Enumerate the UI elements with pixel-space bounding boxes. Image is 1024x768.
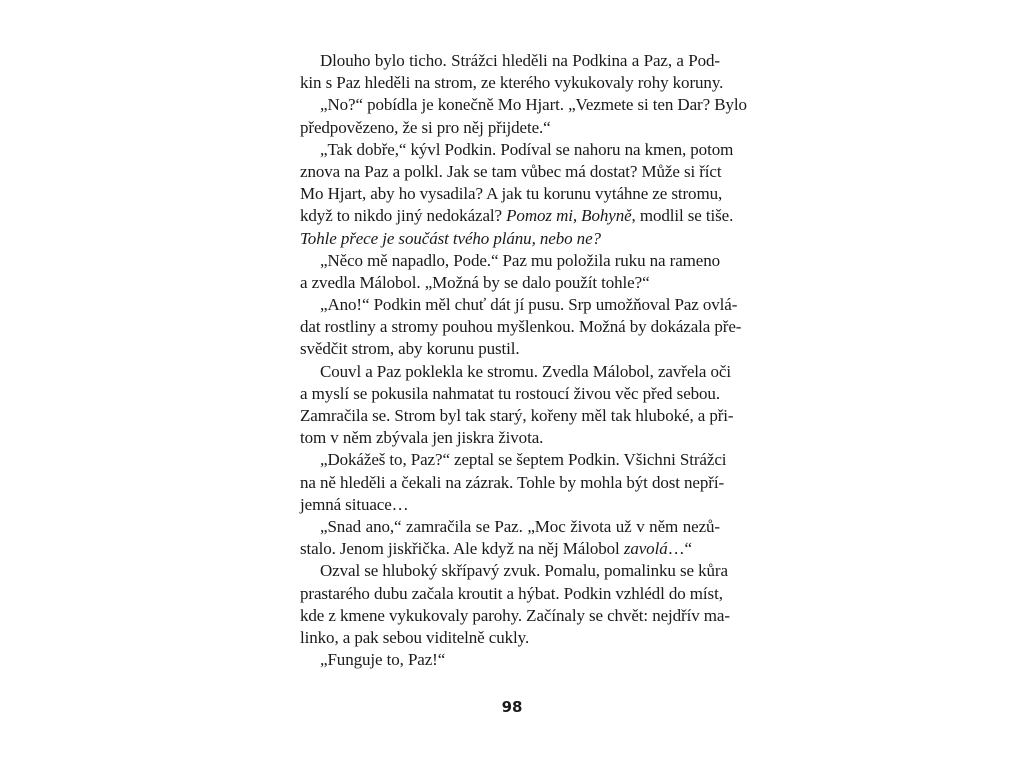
- text-line: [300, 183, 723, 205]
- text-line: [300, 472, 725, 494]
- text-line: [300, 228, 720, 250]
- text-span: svědčit strom, aby korunu pustil.: [300, 339, 520, 359]
- text-span: tom v něm zbývala jen jiskra života.: [300, 428, 544, 448]
- text-line: [300, 583, 723, 605]
- text-span: linko, a pak sebou viditelně cukly.: [300, 627, 530, 647]
- text-line: [300, 405, 734, 427]
- text-span: „No?“ pobídla je konečně Mo Hjart. „Vezmete si ten Dar? Bylo: [320, 95, 747, 115]
- text-line: [300, 383, 720, 405]
- text-line: [300, 605, 730, 627]
- text-span: a zvedla Málobol. „Možná by se dalo použít tohle?“: [300, 272, 650, 292]
- text-span: Mo Hjart, aby ho vysadila? A jak tu korunu vytáhne ze stromu,: [300, 184, 723, 204]
- text-line: [300, 649, 720, 671]
- text-span: stalo. Jenom jiskřička. Ale když na něj Málobol: [300, 539, 624, 559]
- text-span: , modlil se tiše.: [631, 206, 734, 226]
- text-span: Couvl a Paz poklekla ke stromu. Zvedla Málobol, zavřela oči: [320, 361, 731, 381]
- text-line: [300, 427, 720, 449]
- text-span: „Dokážeš to, Paz?“ zeptal se šeptem Podkin. Všichni Strážci: [320, 450, 727, 470]
- text-line: [300, 250, 720, 272]
- page-number: 98: [501, 698, 523, 716]
- text-span: …“: [667, 539, 692, 559]
- text-span: kin s Paz hleděli na strom, ze kterého vykukovaly rohy koruny.: [300, 73, 724, 93]
- text-line: [300, 94, 747, 116]
- text-span: Zamračila se. Strom byl tak starý, kořeny měl tak hluboké, a při-: [300, 406, 734, 425]
- text-span: jemná situace…: [300, 494, 409, 514]
- text-line: [300, 361, 731, 383]
- text-span: „Funguje to, Paz!“: [320, 650, 446, 670]
- text-line: [300, 516, 720, 538]
- text-span: znova na Paz a polkl. Jak se tam vůbec má dostat? Může si říct: [300, 161, 722, 181]
- text-span: když to nikdo jiný nedokázal?: [300, 206, 507, 226]
- text-line: [300, 50, 720, 72]
- text-line: [300, 72, 724, 94]
- text-span: „Něco mě napadlo, Pode.“ Paz mu položila ruku na rameno: [320, 250, 721, 270]
- text-span: dat rostliny a stromy pouhou myšlenkou. Možná by dokázala pře-: [300, 317, 742, 337]
- text-line: [300, 294, 738, 316]
- text-span: „Tak dobře,“ kývl Podkin. Podíval se nahoru na kmen, potom: [320, 139, 734, 159]
- text-span: prastarého dubu začala kroutit a hýbat. Podkin vzhlédl do míst,: [300, 583, 723, 603]
- text-line: [300, 494, 720, 516]
- text-line: [300, 139, 734, 161]
- text-span: Ozval se hluboký skřípavý zvuk. Pomalu, pomalinku se kůra: [320, 561, 728, 581]
- italic-text: Pomoz mi, Bohyně: [506, 206, 632, 226]
- text-line: [300, 338, 720, 360]
- text-line: [300, 272, 720, 294]
- italic-text: zavolá: [623, 539, 668, 559]
- text-line: [300, 449, 727, 471]
- text-span: a myslí se pokusila nahmatat tu rostoucí živou věc před sebou.: [300, 383, 720, 403]
- text-span: Dlouho bylo ticho. Strážci hleděli na Podkina a Paz, a Pod-: [320, 51, 720, 70]
- text-line: [300, 161, 720, 183]
- text-line: [300, 205, 734, 227]
- text-span: kde z kmene vykukovaly parohy. Začínaly se chvět: nejdřív ma-: [300, 605, 730, 625]
- text-line: [300, 560, 728, 582]
- text-span: předpovězeno, že si pro něj přijdete.“: [300, 117, 551, 137]
- body-text: [300, 50, 747, 671]
- text-span: „Ano!“ Podkin měl chuť dát jí pusu. Srp umožňoval Paz ovlá-: [320, 295, 738, 315]
- italic-text: Tohle přece je součást tvého plánu, nebo ne?: [300, 228, 601, 248]
- text-line: [300, 117, 720, 139]
- text-line: [300, 627, 720, 649]
- text-span: „Snad ano,“ zamračila se Paz. „Moc života už v něm nezů-: [320, 516, 720, 536]
- text-line: [300, 538, 720, 560]
- text-span: na ně hleděli a čekali na zázrak. Tohle by mohla být dost nepří-: [300, 472, 725, 492]
- text-line: [300, 316, 742, 338]
